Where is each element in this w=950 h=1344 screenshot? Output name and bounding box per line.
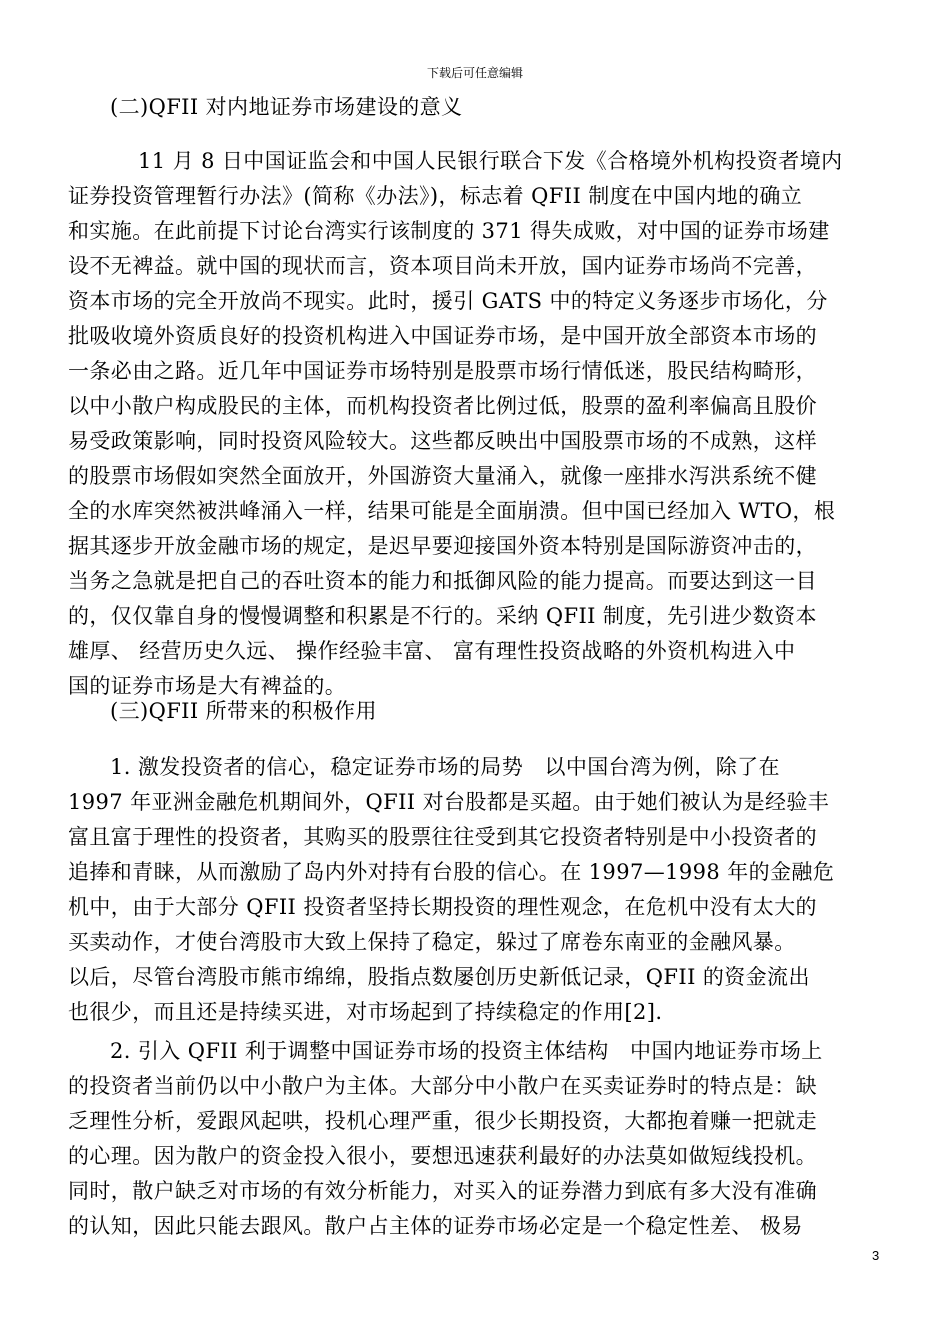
paragraph-line: 设不无裨益。就中国的现状而言，资本项目尚未开放，国内证券市场尚不完善， <box>68 254 817 278</box>
paragraph-line: 的心理。因为散户的资金投入很小，要想迅速获利最好的办法莫如做短线投机。 <box>68 1144 817 1168</box>
paragraph-line: 富且富于理性的投资者，其购买的股票往往受到其它投资者特别是中小投资者的 <box>68 825 817 849</box>
paragraph-line: 当务之急就是把自己的吞吐资本的能力和抵御风险的能力提高。而要达到这一目 <box>68 569 817 593</box>
section-heading-text: (三)QFII 所带来的积极作用 <box>110 699 377 723</box>
paragraph-line: 也很少，而且还是持续买进，对市场起到了持续稳定的作用[2]. <box>68 1000 663 1024</box>
paragraph-line: 雄厚、 经营历史久远、 操作经验丰富、 富有理性投资战略的外资机构进入中 <box>68 639 796 663</box>
section-heading-3 <box>68 694 886 729</box>
section-3-item-1 <box>68 750 886 1030</box>
section-heading-2 <box>68 90 886 125</box>
paragraph-line: 据其逐步开放金融市场的规定，是迟早要迎接国外资本特别是国际游资冲击的， <box>68 534 817 558</box>
paragraph-line: 批吸收境外资质良好的投资机构进入中国证券市场，是中国开放全部资本市场的 <box>68 324 817 348</box>
paragraph-line: 的认知，因此只能去跟风。散户占主体的证券市场必定是一个稳定性差、 极易 <box>68 1214 803 1238</box>
paragraph-line: 11 月 8 日中国证监会和中国人民银行联合下发《合格境外机构投资者境内 <box>138 149 843 173</box>
section-2-paragraph <box>68 144 886 704</box>
paragraph-line: 乏理性分析，爱跟风起哄，投机心理严重，很少长期投资，大都抱着赚一把就走 <box>68 1109 817 1133</box>
section-3-item-2 <box>68 1034 886 1244</box>
paragraph-line: 易受政策影响，同时投资风险较大。这些都反映出中国股票市场的不成熟，这样 <box>68 429 817 453</box>
paragraph-line: 以中小散户构成股民的主体，而机构投资者比例过低，股票的盈利率偏高且股价 <box>68 394 817 418</box>
paragraph-line: 和实施。在此前提下讨论台湾实行该制度的 371 得失成败，对中国的证券市场建 <box>68 219 830 243</box>
paragraph-line: 机中，由于大部分 QFII 投资者坚持长期投资的理性观念，在危机中没有太大的 <box>68 895 817 919</box>
paragraph-line: 1997 年亚洲金融危机期间外，QFII 对台股都是买超。由于她们被认为是经验丰 <box>68 790 830 814</box>
paragraph-line: 国的证券市场是大有裨益的。 <box>68 674 347 698</box>
paragraph-line: 以后，尽管台湾股市熊市绵绵，股指点数屡创历史新低记录，QFII 的资金流出 <box>68 965 810 989</box>
paragraph-line: 追捧和青睐，从而激励了岛内外对持有台股的信心。在 1997—1998 年的金融危 <box>68 860 835 884</box>
paragraph-line: 证券投资管理暂行办法》(简称《办法》)，标志着 QFII 制度在中国内地的确立 <box>68 184 803 208</box>
paragraph-line: 同时，散户缺乏对市场的有效分析能力，对买入的证券潜力到底有多大没有准确 <box>68 1179 817 1203</box>
paragraph-line: 的股票市场假如突然全面放开，外国游资大量涌入，就像一座排水泻洪系统不健 <box>68 464 817 488</box>
paragraph-line: 1. 激发投资者的信心，稳定证券市场的局势 以中国台湾为例，除了在 <box>110 755 780 779</box>
paragraph-line: 资本市场的完全开放尚不现实。此时，援引 GATS 中的特定义务逐步市场化，分 <box>68 289 828 313</box>
paragraph-line: 的投资者当前仍以中小散户为主体。大部分中小散户在买卖证券时的特点是：缺 <box>68 1074 817 1098</box>
page-header: 下载后可任意编辑 <box>426 66 523 80</box>
paragraph-line: 全的水库突然被洪峰涌入一样，结果可能是全面崩溃。但中国已经加入 WTO，根 <box>68 499 836 523</box>
page-number: 3 <box>872 1248 880 1263</box>
paragraph-line: 的，仅仅靠自身的慢慢调整和积累是不行的。采纳 QFII 制度，先引进少数资本 <box>68 604 817 628</box>
paragraph-line: 2. 引入 QFII 利于调整中国证券市场的投资主体结构 中国内地证券市场上 <box>110 1039 823 1063</box>
section-heading-text: (二)QFII 对内地证券市场建设的意义 <box>110 95 463 119</box>
paragraph-line: 买卖动作，才使台湾股市大致上保持了稳定，躲过了席卷东南亚的金融风暴。 <box>68 930 796 954</box>
paragraph-line: 一条必由之路。近几年中国证券市场特别是股票市场行情低迷，股民结构畸形， <box>68 359 817 383</box>
